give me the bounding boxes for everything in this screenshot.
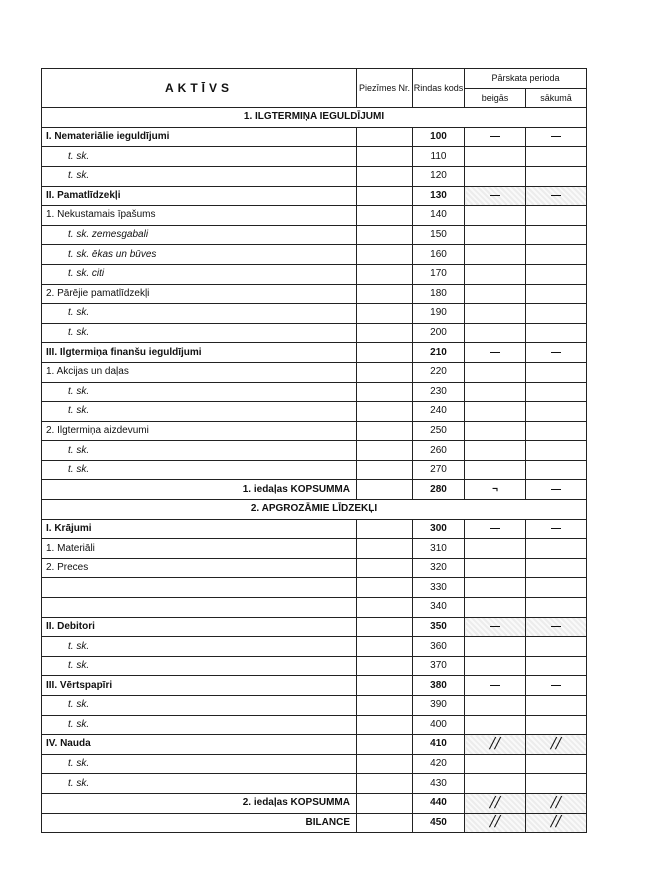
row-label: III. Vērtspapīri <box>42 676 357 696</box>
table-row <box>42 676 587 696</box>
end-value <box>465 206 526 226</box>
note-cell <box>357 382 413 402</box>
section-title: 2. APGROZĀMIE LĪDZEKĻI <box>42 500 587 520</box>
note-cell <box>357 813 413 833</box>
note-cell <box>357 656 413 676</box>
table-row <box>42 284 587 304</box>
table-row <box>42 147 587 167</box>
section-row <box>42 108 587 128</box>
table-title: AKTĪVS <box>42 69 357 108</box>
start-column-header: sākumā <box>526 88 587 108</box>
start-value <box>526 245 587 265</box>
row-code: 380 <box>413 676 465 696</box>
row-label: t. sk. <box>42 441 357 461</box>
end-value <box>465 284 526 304</box>
start-value <box>526 813 587 833</box>
row-label: t. sk. <box>42 696 357 716</box>
end-value <box>465 323 526 343</box>
row-label: 1. Akcijas un daļas <box>42 362 357 382</box>
row-label: 2. Ilgtermiņa aizdevumi <box>42 421 357 441</box>
table-row <box>42 558 587 578</box>
table-row <box>42 637 587 657</box>
row-code: 170 <box>413 264 465 284</box>
table-row <box>42 402 587 422</box>
table-row <box>42 264 587 284</box>
table-row <box>42 774 587 794</box>
start-value <box>526 304 587 324</box>
note-cell <box>357 127 413 147</box>
end-value <box>465 225 526 245</box>
row-code: 190 <box>413 304 465 324</box>
end-value <box>465 696 526 716</box>
start-value <box>526 735 587 755</box>
section-row <box>42 500 587 520</box>
end-value <box>465 637 526 657</box>
table-row <box>42 245 587 265</box>
note-cell <box>357 480 413 500</box>
start-value <box>526 480 587 500</box>
row-label: t. sk. <box>42 754 357 774</box>
end-value <box>465 578 526 598</box>
handwritten-mark: ¬ <box>492 483 498 495</box>
row-code: 350 <box>413 617 465 637</box>
note-cell <box>357 284 413 304</box>
table-row <box>42 735 587 755</box>
note-cell <box>357 343 413 363</box>
handwritten-mark: — <box>490 679 500 691</box>
row-code: 440 <box>413 793 465 813</box>
row-code: 200 <box>413 323 465 343</box>
start-value <box>526 362 587 382</box>
start-value <box>526 715 587 735</box>
handwritten-mark: // <box>489 734 501 752</box>
end-value <box>465 735 526 755</box>
row-label: BILANCE <box>42 813 357 833</box>
row-label: t. sk. <box>42 382 357 402</box>
end-value <box>465 754 526 774</box>
row-label <box>42 598 357 618</box>
table-body <box>42 108 587 833</box>
table-row <box>42 813 587 833</box>
row-label: IV. Nauda <box>42 735 357 755</box>
handwritten-mark: — <box>490 189 500 201</box>
row-label: 1. Materiāli <box>42 539 357 559</box>
row-label: 2. iedaļas KOPSUMMA <box>42 793 357 813</box>
handwritten-mark: // <box>550 813 562 831</box>
note-cell <box>357 578 413 598</box>
row-label <box>42 578 357 598</box>
row-label: III. Ilgtermiņa finanšu ieguldījumi <box>42 343 357 363</box>
end-value <box>465 676 526 696</box>
end-value <box>465 245 526 265</box>
handwritten-mark: — <box>551 346 561 358</box>
table-row <box>42 343 587 363</box>
table-header <box>42 69 587 108</box>
row-code: 450 <box>413 813 465 833</box>
handwritten-mark: — <box>490 620 500 632</box>
start-value <box>526 343 587 363</box>
handwritten-mark: — <box>490 131 500 143</box>
table-row <box>42 656 587 676</box>
end-value <box>465 558 526 578</box>
start-value <box>526 539 587 559</box>
row-code: 410 <box>413 735 465 755</box>
row-label: 1. Nekustamais īpašums <box>42 206 357 226</box>
start-value <box>526 793 587 813</box>
row-label: t. sk. <box>42 323 357 343</box>
end-value <box>465 441 526 461</box>
start-value <box>526 676 587 696</box>
note-cell <box>357 166 413 186</box>
note-cell <box>357 598 413 618</box>
table-row <box>42 382 587 402</box>
table-row <box>42 127 587 147</box>
table-row <box>42 362 587 382</box>
row-code: 360 <box>413 637 465 657</box>
note-cell <box>357 245 413 265</box>
table-row <box>42 754 587 774</box>
row-code: 110 <box>413 147 465 167</box>
row-code: 100 <box>413 127 465 147</box>
handwritten-mark: // <box>489 813 501 831</box>
code-column-header: Rindas kods <box>413 69 465 108</box>
handwritten-mark: — <box>551 189 561 201</box>
note-cell <box>357 186 413 206</box>
row-code: 400 <box>413 715 465 735</box>
row-label: t. sk. <box>42 656 357 676</box>
row-code: 120 <box>413 166 465 186</box>
row-code: 330 <box>413 578 465 598</box>
note-cell <box>357 715 413 735</box>
start-value <box>526 441 587 461</box>
handwritten-mark: — <box>490 346 500 358</box>
row-code: 180 <box>413 284 465 304</box>
start-value <box>526 206 587 226</box>
row-code: 140 <box>413 206 465 226</box>
start-value <box>526 558 587 578</box>
handwritten-mark: // <box>550 734 562 752</box>
table-row <box>42 715 587 735</box>
row-label: II. Pamatlīdzekļi <box>42 186 357 206</box>
table-row <box>42 480 587 500</box>
end-value <box>465 460 526 480</box>
row-label: 2. Pārējie pamatlīdzekļi <box>42 284 357 304</box>
note-cell <box>357 774 413 794</box>
note-cell <box>357 147 413 167</box>
start-value <box>526 225 587 245</box>
handwritten-mark: // <box>550 793 562 811</box>
row-code: 230 <box>413 382 465 402</box>
row-code: 270 <box>413 460 465 480</box>
start-value <box>526 382 587 402</box>
row-label: t. sk. <box>42 147 357 167</box>
end-value <box>465 813 526 833</box>
end-value <box>465 382 526 402</box>
table-row <box>42 206 587 226</box>
row-code: 250 <box>413 421 465 441</box>
end-value <box>465 186 526 206</box>
row-code: 310 <box>413 539 465 559</box>
table-row <box>42 186 587 206</box>
assets-table <box>41 68 587 833</box>
end-value <box>465 166 526 186</box>
handwritten-mark: — <box>490 522 500 534</box>
note-cell <box>357 754 413 774</box>
end-value <box>465 539 526 559</box>
table-row <box>42 323 587 343</box>
start-value <box>526 402 587 422</box>
note-cell <box>357 362 413 382</box>
row-code: 210 <box>413 343 465 363</box>
row-label: 2. Preces <box>42 558 357 578</box>
note-cell <box>357 696 413 716</box>
note-column-header: Piezīmes Nr. <box>357 69 413 108</box>
note-cell <box>357 225 413 245</box>
end-value <box>465 656 526 676</box>
start-value <box>526 166 587 186</box>
end-value <box>465 362 526 382</box>
note-cell <box>357 304 413 324</box>
end-value <box>465 774 526 794</box>
end-value <box>465 343 526 363</box>
row-label: t. sk. <box>42 715 357 735</box>
table-row <box>42 539 587 559</box>
note-cell <box>357 402 413 422</box>
section-title: 1. ILGTERMIŅA IEGULDĪJUMI <box>42 108 587 128</box>
note-cell <box>357 558 413 578</box>
row-code: 370 <box>413 656 465 676</box>
table-row <box>42 578 587 598</box>
table-row <box>42 519 587 539</box>
note-cell <box>357 676 413 696</box>
row-label: t. sk. zemesgabali <box>42 225 357 245</box>
start-value <box>526 264 587 284</box>
start-value <box>526 323 587 343</box>
table-row <box>42 617 587 637</box>
row-label: t. sk. <box>42 304 357 324</box>
end-value <box>465 715 526 735</box>
start-value <box>526 578 587 598</box>
start-value <box>526 421 587 441</box>
end-value <box>465 402 526 422</box>
row-label: I. Krājumi <box>42 519 357 539</box>
end-value <box>465 421 526 441</box>
row-code: 260 <box>413 441 465 461</box>
handwritten-mark: — <box>551 483 561 495</box>
balance-sheet <box>41 68 587 833</box>
row-code: 320 <box>413 558 465 578</box>
start-value <box>526 656 587 676</box>
row-label: t. sk. ēkas un būves <box>42 245 357 265</box>
row-label: t. sk. <box>42 166 357 186</box>
table-row <box>42 166 587 186</box>
end-value <box>465 598 526 618</box>
note-cell <box>357 264 413 284</box>
row-label: 1. iedaļas KOPSUMMA <box>42 480 357 500</box>
handwritten-mark: — <box>551 679 561 691</box>
row-code: 220 <box>413 362 465 382</box>
row-code: 340 <box>413 598 465 618</box>
start-value <box>526 617 587 637</box>
note-cell <box>357 735 413 755</box>
start-value <box>526 754 587 774</box>
end-value <box>465 617 526 637</box>
start-value <box>526 696 587 716</box>
row-code: 280 <box>413 480 465 500</box>
row-code: 150 <box>413 225 465 245</box>
end-column-header: beigās <box>465 88 526 108</box>
table-row <box>42 460 587 480</box>
row-code: 160 <box>413 245 465 265</box>
end-value <box>465 127 526 147</box>
handwritten-mark: — <box>551 620 561 632</box>
row-label: t. sk. <box>42 774 357 794</box>
start-value <box>526 598 587 618</box>
start-value <box>526 147 587 167</box>
note-cell <box>357 323 413 343</box>
end-value <box>465 793 526 813</box>
row-label: I. Nemateriālie ieguldījumi <box>42 127 357 147</box>
start-value <box>526 127 587 147</box>
row-code: 300 <box>413 519 465 539</box>
table-row <box>42 441 587 461</box>
end-value <box>465 304 526 324</box>
start-value <box>526 186 587 206</box>
table-row <box>42 793 587 813</box>
note-cell <box>357 539 413 559</box>
note-cell <box>357 206 413 226</box>
row-code: 240 <box>413 402 465 422</box>
handwritten-mark: // <box>489 793 501 811</box>
note-cell <box>357 637 413 657</box>
note-cell <box>357 421 413 441</box>
period-column-header: Pārskata perioda <box>465 69 587 89</box>
row-label: t. sk. <box>42 402 357 422</box>
row-label: II. Debitori <box>42 617 357 637</box>
row-code: 420 <box>413 754 465 774</box>
start-value <box>526 774 587 794</box>
note-cell <box>357 441 413 461</box>
note-cell <box>357 519 413 539</box>
handwritten-mark: — <box>551 131 561 143</box>
start-value <box>526 284 587 304</box>
row-label: t. sk. <box>42 637 357 657</box>
end-value <box>465 480 526 500</box>
table-row <box>42 696 587 716</box>
row-label: t. sk. citi <box>42 264 357 284</box>
table-row <box>42 598 587 618</box>
table-row <box>42 421 587 441</box>
row-label: t. sk. <box>42 460 357 480</box>
handwritten-mark: — <box>551 522 561 534</box>
end-value <box>465 147 526 167</box>
table-row <box>42 225 587 245</box>
end-value <box>465 519 526 539</box>
start-value <box>526 637 587 657</box>
start-value <box>526 460 587 480</box>
start-value <box>526 519 587 539</box>
row-code: 430 <box>413 774 465 794</box>
note-cell <box>357 617 413 637</box>
row-code: 390 <box>413 696 465 716</box>
table-row <box>42 304 587 324</box>
end-value <box>465 264 526 284</box>
row-code: 130 <box>413 186 465 206</box>
note-cell <box>357 460 413 480</box>
note-cell <box>357 793 413 813</box>
